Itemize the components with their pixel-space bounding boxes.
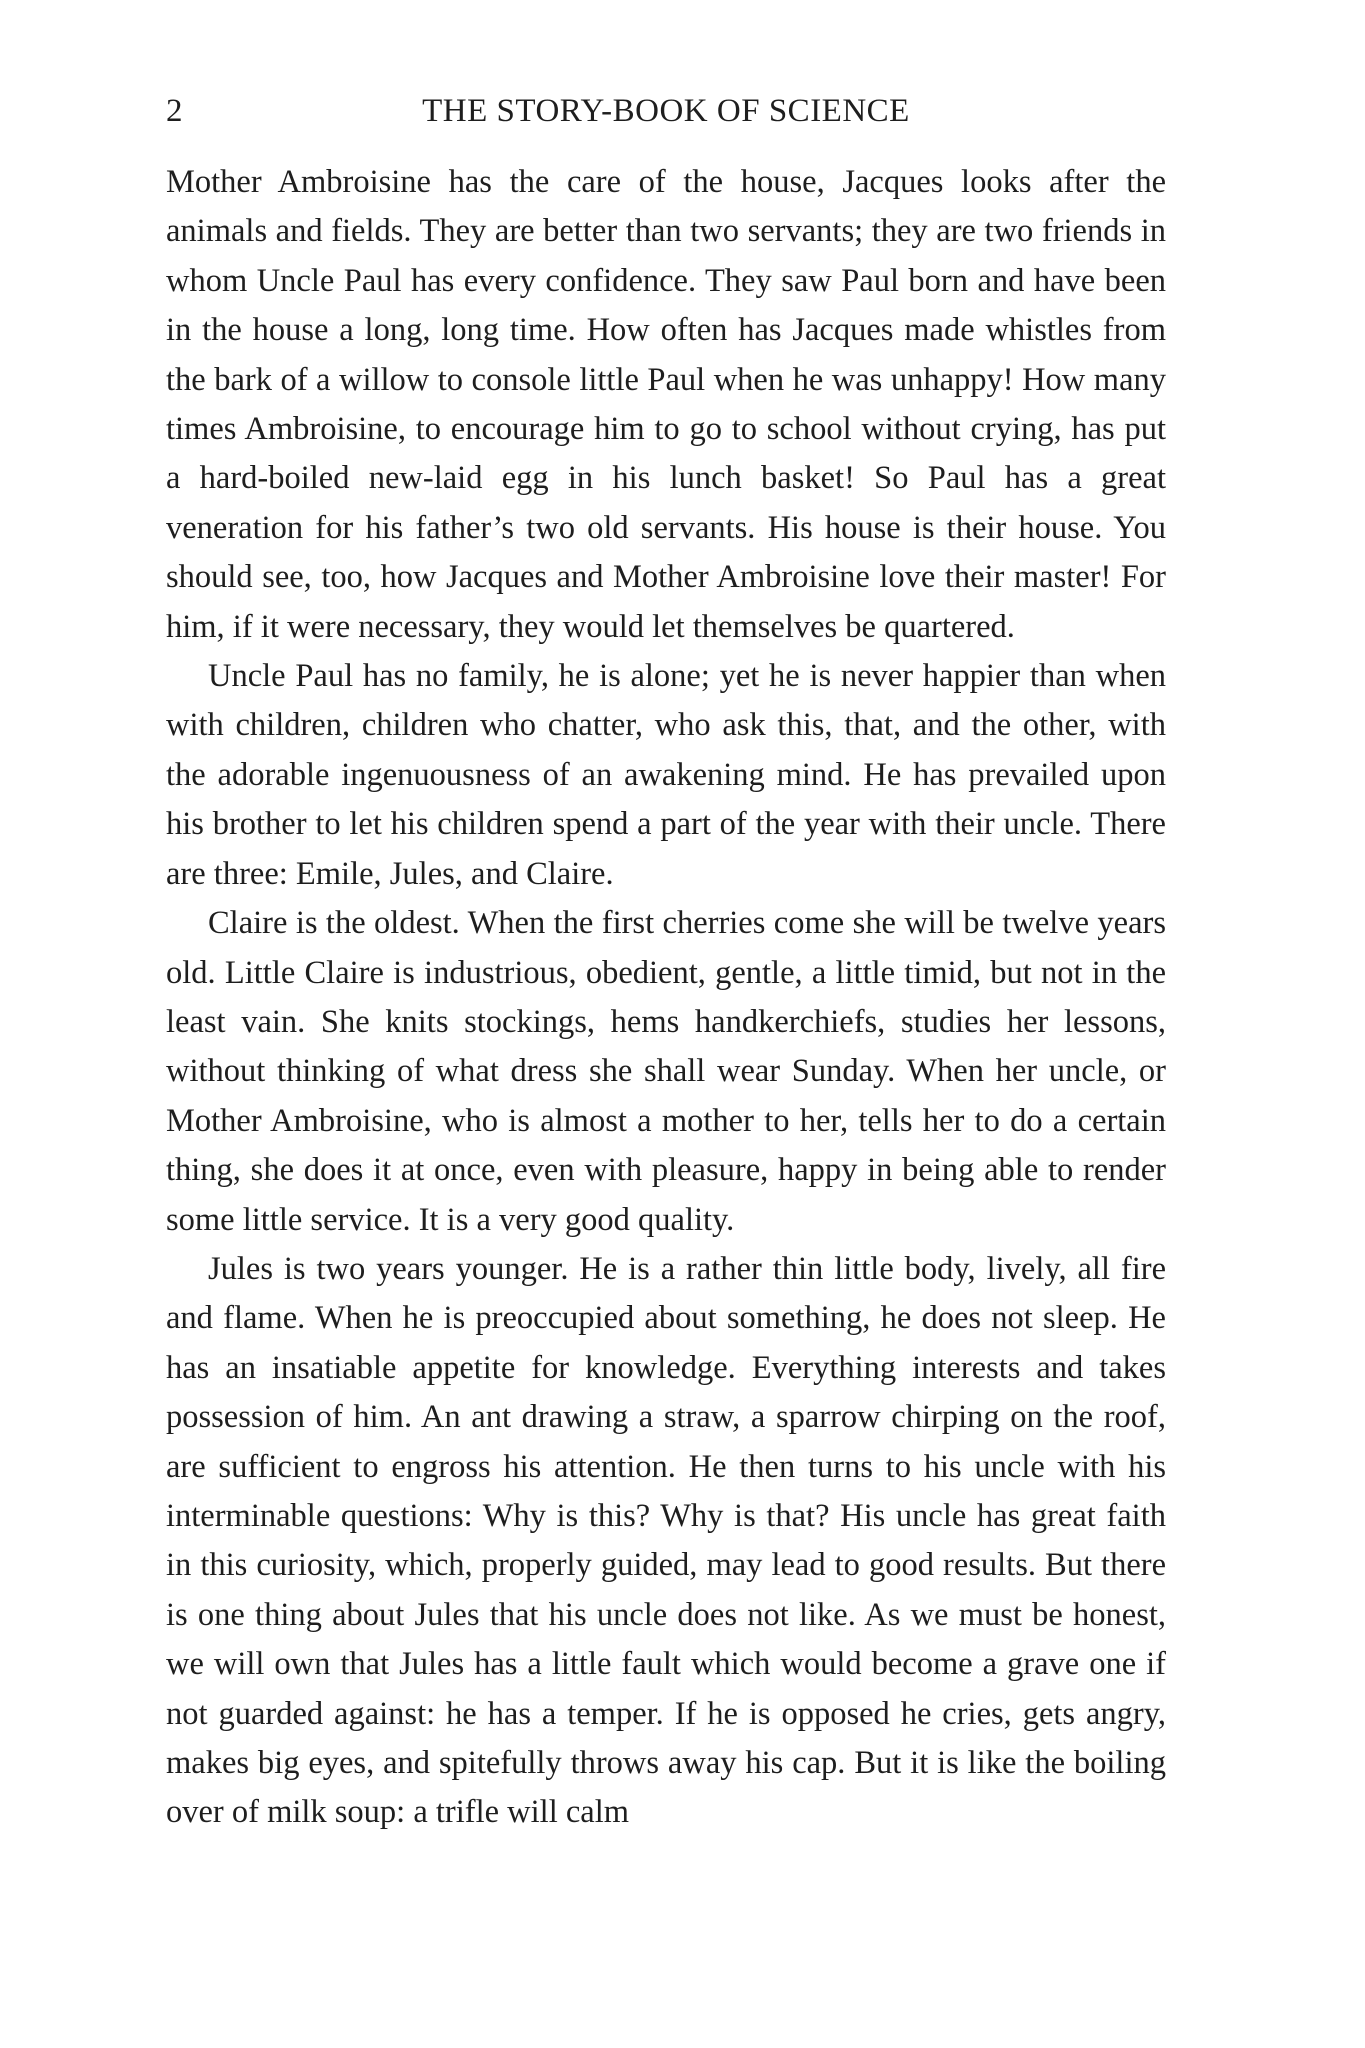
paragraph-jules: Jules is two years younger. He is a rather thin little body, lively, all fire and flame. When he is preoccupied about something, he does not sleep. He has an insatiable appetite for knowledge. Everything interests and takes possession of him. An ant drawing a straw, a sparrow chirping on the roof, are sufficient to engross his attention. He then turns to his uncle with his interminable questions: Why is this? Why is that? His uncle has great faith in this curiosity, which, properly guided, may lead to good results. But there is one thing about Jules that his uncle does not like. As we must be honest, we will own that Jules has a little fault which would become a grave one if not guarded against: he has a temper. If he is opposed he cries, gets angry, makes big eyes, and spitefully throws away his cap. But it is like the boiling over of milk soup: a trifle will calm: [166, 1250, 1166, 1831]
page-number: 2: [166, 93, 183, 129]
paragraph-continued: Mother Ambroisine has the care of the house, Jacques looks after the animals and fields. They are better than two servants; they are two friends in whom Uncle Paul has every confidence. They saw Paul born and have been in the house a long, long time. How often has Jacques made whistles from the bark of a willow to console little Paul when he was unhappy! How many times Ambroisine, to encourage him to go to school without crying, has put a hard-boiled new-laid egg in his lunch basket! So Paul has a great veneration for his father’s two old servants. His house is their house. You should see, too, how Jacques and Mother Ambroisine love their master! For him, if it were necessary, they would let themselves be quartered.: [166, 164, 1166, 645]
paragraph-uncle-paul: Uncle Paul has no family, he is alone; yet he is never happier than when with children, children who chatter, who ask this, that, and the other, with the adorable ingenuousness of an awakening mind. He has prevailed upon his brother to let his children spend a part of the year with their uncle. There are three: Emile, Jules, and Claire.: [166, 658, 1166, 892]
body-text: [166, 158, 1166, 1838]
running-title: THE STORY-BOOK OF SCIENCE: [422, 93, 910, 129]
running-head: [166, 88, 1166, 134]
paragraph-claire: Claire is the oldest. When the first cherries come she will be twelve years old. Little Claire is industrious, obedient, gentle, a little timid, but not in the least vain. She knits stockings, hems handkerchiefs, studies her lessons, without thinking of what dress she shall wear Sunday. When her uncle, or Mother Ambroisine, who is almost a mother to her, tells her to do a certain thing, she does it at once, even with pleasure, happy in being able to render some little service. It is a very good quality.: [166, 905, 1166, 1238]
